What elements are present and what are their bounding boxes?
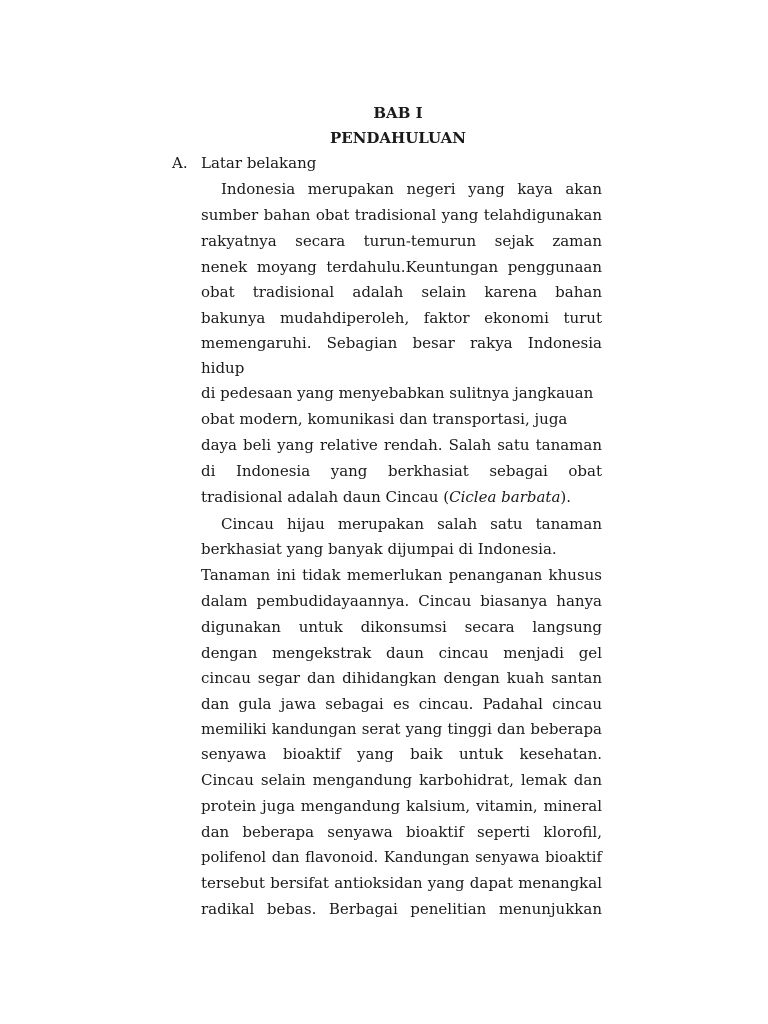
chapter-number: BAB I xyxy=(373,104,423,122)
text-line: daya beli yang relative rendah. Salah satu tanaman xyxy=(201,436,602,454)
text-line: dengan mengekstrak daun cincau menjadi gel xyxy=(201,644,602,662)
species-name: Ciclea barbata xyxy=(449,488,561,506)
text-line: protein juga mengandung kalsium, vitamin, mineral xyxy=(201,797,602,815)
text-line: di pedesaan yang menyebabkan sulitnya jangkauan xyxy=(201,384,594,402)
text-line: Indonesia merupakan negeri yang kaya akan xyxy=(221,180,602,198)
text-line: rakyatnya secara turun-temurun sejak zaman xyxy=(201,232,602,250)
text-line: nenek moyang terdahulu.Keuntungan penggunaan xyxy=(201,258,602,276)
text-line: Cincau selain mengandung karbohidrat, lemak dan xyxy=(201,771,602,789)
text-line: di Indonesia yang berkhasiat sebagai obat xyxy=(201,462,602,480)
text-line: dan beberapa senyawa bioaktif seperti klorofil, xyxy=(201,823,602,841)
text-line: obat tradisional adalah selain karena bahan xyxy=(201,283,602,301)
chapter-title: PENDAHULUAN xyxy=(329,129,467,147)
text-line: senyawa bioaktif yang baik untuk kesehatan. xyxy=(201,745,602,763)
text-line: digunakan untuk dikonsumsi secara langsung xyxy=(201,618,602,636)
section-heading xyxy=(172,154,316,172)
text-line: polifenol dan flavonoid. Kandungan senyawa bioaktif xyxy=(201,849,602,866)
text-segment: tradisional adalah daun Cincau ( xyxy=(201,488,450,506)
text-line: bakunya mudahdiperoleh, faktor ekonomi turut xyxy=(201,309,602,327)
text-line: tersebut bersifat antioksidan yang dapat menangkal xyxy=(201,874,602,892)
text-line: cincau segar dan dihidangkan dengan kuah santan xyxy=(201,669,602,687)
section-title: Latar belakang xyxy=(201,154,317,172)
text-line: Tanaman ini tidak memerlukan penanganan khusus xyxy=(201,566,602,584)
text-line: dalam pembudidayaannya. Cincau biasanya hanya xyxy=(201,592,602,610)
text-line: memengaruhi. Sebagian besar rakya Indonesia xyxy=(201,334,602,352)
text-line: dan gula jawa sebagai es cincau. Padahal cincau xyxy=(201,695,602,713)
text-line: obat modern, komunikasi dan transportasi, juga xyxy=(201,410,568,428)
text-line: hidup xyxy=(201,359,245,377)
text-line: berkhasiat yang banyak dijumpai di Indonesia. xyxy=(201,540,557,558)
text-line: Cincau hijau merupakan salah satu tanaman xyxy=(221,515,602,533)
section-letter: A. xyxy=(172,154,188,172)
text-line: sumber bahan obat tradisional yang telahdigunakan xyxy=(201,206,602,224)
text-segment: ). xyxy=(560,488,572,506)
text-line: memiliki kandungan serat yang tinggi dan beberapa xyxy=(201,720,602,738)
text-line: radikal bebas. Berbagai penelitian menunjukkan xyxy=(201,900,602,918)
text-line xyxy=(201,486,602,508)
